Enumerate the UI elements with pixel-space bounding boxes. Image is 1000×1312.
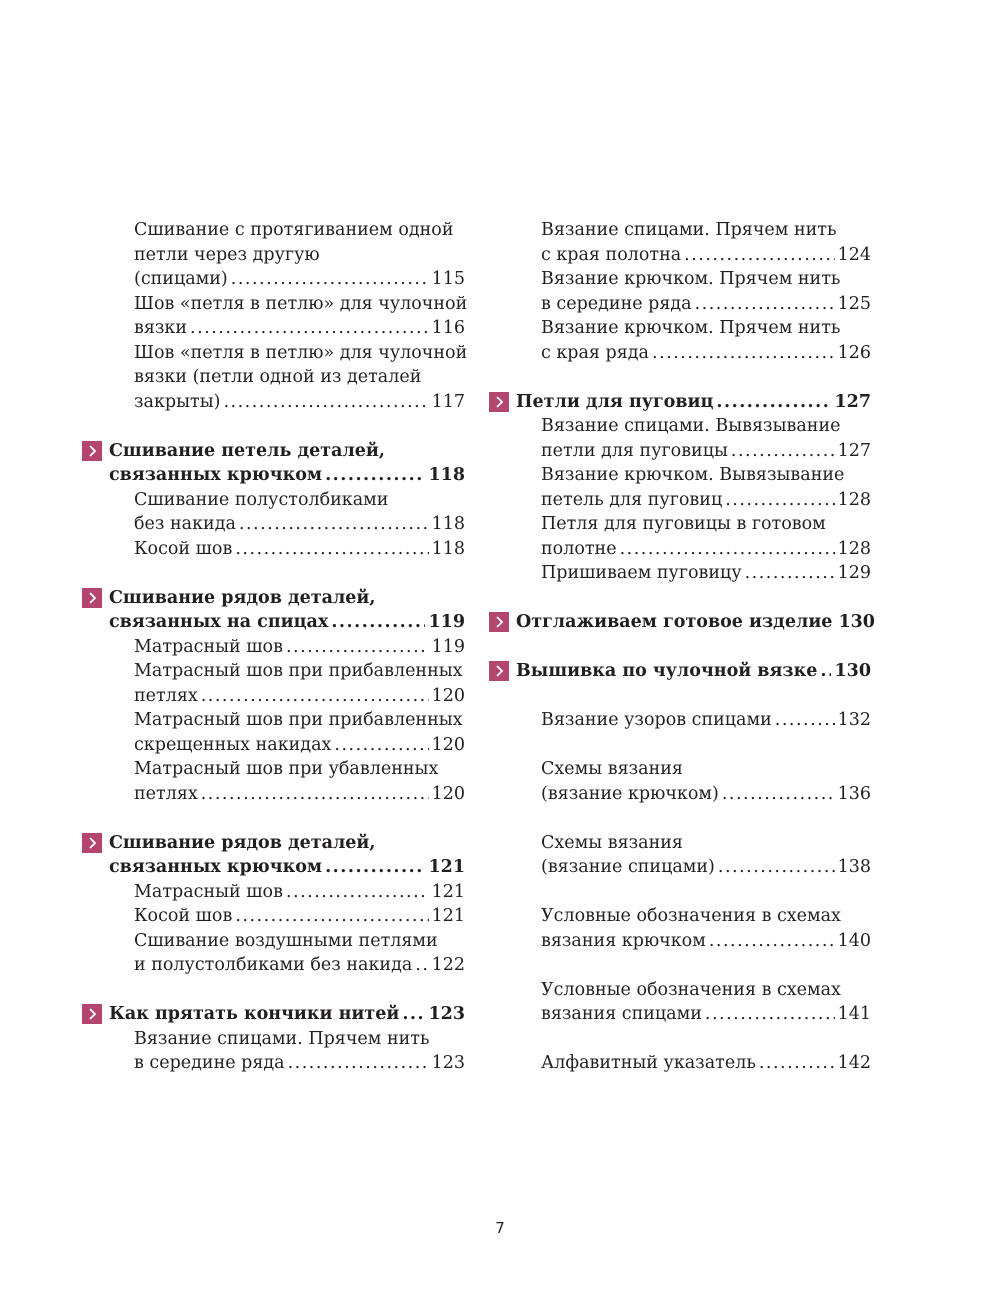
toc-entry-text: Пришиваем пуговицу xyxy=(541,563,742,583)
toc-heading-line[interactable] xyxy=(82,439,465,464)
dot-leader xyxy=(231,267,429,292)
chevron-right-icon xyxy=(489,392,509,412)
toc-heading-line[interactable] xyxy=(489,659,871,684)
toc-entry-line[interactable] xyxy=(82,953,465,978)
toc-entry-line[interactable] xyxy=(489,537,871,562)
toc-entry-line[interactable] xyxy=(82,757,465,782)
toc-entry-line[interactable] xyxy=(82,659,465,684)
toc-page-number: 126 xyxy=(837,342,871,363)
dot-leader xyxy=(415,953,428,978)
toc-page-number: 142 xyxy=(837,1053,871,1073)
dot-leader xyxy=(201,782,429,807)
toc-heading-line[interactable] xyxy=(82,586,465,611)
toc-section xyxy=(82,831,465,978)
toc-page-number: 116 xyxy=(431,318,465,338)
toc-entry-line[interactable] xyxy=(489,929,871,954)
toc-heading-line[interactable] xyxy=(489,390,871,415)
toc-entry-text: в середине ряда xyxy=(134,1053,285,1073)
dot-leader xyxy=(402,1002,425,1027)
dot-leader xyxy=(201,684,429,709)
chevron-right-icon xyxy=(82,588,102,608)
toc-entry-line[interactable] xyxy=(82,267,465,292)
toc-page-number: 141 xyxy=(837,1004,871,1024)
toc-section xyxy=(82,439,465,562)
toc-entry-text: Вязание спицами. Вывязывание xyxy=(541,416,841,436)
toc-entry-text: Вышивка по чулочной вязке xyxy=(516,661,818,681)
chevron-right-icon xyxy=(82,441,102,461)
toc-entry-text: Шов «петля в петлю» для чулочной xyxy=(134,293,468,314)
dot-leader xyxy=(286,635,429,660)
toc-entry-line[interactable] xyxy=(489,855,871,880)
dot-leader xyxy=(239,512,429,537)
toc-page-number: 115 xyxy=(431,269,465,289)
toc-entry-line[interactable] xyxy=(489,904,871,929)
dot-leader xyxy=(223,390,428,415)
toc-entry-line[interactable] xyxy=(82,512,465,537)
toc-entry-text: с края ряда xyxy=(541,342,649,363)
toc-entry-text: в середине ряда xyxy=(541,293,692,314)
toc-entry-text: Вязание крючком. Прячем нить xyxy=(541,269,841,289)
toc-entry-text: вязания спицами xyxy=(541,1004,702,1024)
toc-entry-text: (вязание крючком) xyxy=(541,783,719,804)
toc-entry-text: Матрасный шов при убавленных xyxy=(134,759,439,779)
dot-leader xyxy=(745,561,835,586)
dot-leader xyxy=(325,855,425,880)
toc-left-column xyxy=(82,218,468,1076)
chevron-right-icon xyxy=(489,612,509,632)
dot-leader xyxy=(286,880,429,905)
toc-page-number: 129 xyxy=(837,563,871,583)
toc-entry-text: с края полотна xyxy=(541,244,682,265)
toc-section xyxy=(82,1002,465,1076)
dot-leader xyxy=(725,488,834,513)
toc-entry-text: Вязание крючком. Прячем нить xyxy=(541,318,841,338)
toc-entry-group xyxy=(489,831,871,880)
toc-entry-line[interactable] xyxy=(489,292,871,317)
toc-entry-group xyxy=(489,904,871,953)
page-number: 7 xyxy=(495,1219,505,1237)
dot-leader xyxy=(235,537,428,562)
toc-entry-text: полотне xyxy=(541,538,617,559)
dot-leader xyxy=(190,316,429,341)
toc-entry-line[interactable] xyxy=(82,390,465,415)
chevron-right-icon xyxy=(489,661,509,681)
toc-entry-text: закрыты) xyxy=(134,391,221,412)
toc-entry-text: петли для пуговицы xyxy=(541,440,728,461)
toc-entry-text: петель для пуговиц xyxy=(541,489,723,510)
dot-leader xyxy=(709,929,835,954)
toc-page-number: 122 xyxy=(431,955,465,975)
toc-entry-text: (спицами) xyxy=(134,269,228,289)
dot-leader xyxy=(620,537,835,562)
dot-leader xyxy=(718,855,835,880)
toc-entry-line[interactable] xyxy=(489,414,871,439)
dot-leader xyxy=(652,341,835,366)
toc-page-number: 118 xyxy=(431,538,465,559)
toc-entry-line[interactable] xyxy=(489,341,871,366)
toc-entry-text: Вязание спицами. Прячем нить xyxy=(541,220,837,240)
toc-page-number: 121 xyxy=(428,857,465,877)
toc-entry-text: (вязание спицами) xyxy=(541,857,715,877)
toc-entry-text: Петля для пуговицы в готовом xyxy=(541,514,826,534)
toc-entry-text: петлях xyxy=(134,685,198,706)
dot-leader xyxy=(759,1051,835,1076)
toc-entry-line[interactable] xyxy=(489,1051,871,1076)
toc-entry-text: Схемы вязания xyxy=(541,832,683,853)
dot-leader xyxy=(731,439,835,464)
toc-entry-line[interactable] xyxy=(489,267,871,292)
dot-leader xyxy=(722,782,835,807)
toc-page-number: 130 xyxy=(834,661,871,681)
toc-entry-line[interactable] xyxy=(489,316,871,341)
toc-entry-text: Условные обозначения в схемах xyxy=(541,906,841,926)
toc-entry-text: Матрасный шов xyxy=(134,881,283,902)
toc-heading-line[interactable] xyxy=(489,610,875,635)
toc-right-column xyxy=(489,218,875,1076)
toc-entry-text: Вязание крючком. Вывязывание xyxy=(541,465,845,485)
toc-entry-text: и полустолбиками без накида xyxy=(134,955,413,975)
toc-entry-line[interactable] xyxy=(489,708,871,733)
toc-page-number: 117 xyxy=(431,391,465,412)
dot-leader xyxy=(235,904,428,929)
toc-entry-line[interactable] xyxy=(82,782,465,807)
toc-page-number: 123 xyxy=(428,1004,465,1024)
toc-entry-text: Сшивание рядов деталей, xyxy=(109,832,376,853)
toc-entry-text: связанных крючком xyxy=(109,465,323,485)
toc-entry-text: Сшивание петель деталей, xyxy=(109,440,385,461)
toc-entry-text: без накида xyxy=(134,514,236,534)
toc-page-number: 132 xyxy=(837,710,871,730)
toc-entry-group xyxy=(489,708,871,733)
toc-entry-line[interactable] xyxy=(82,1051,465,1076)
toc-page-number: 125 xyxy=(837,293,871,314)
toc-page-number: 138 xyxy=(837,857,871,877)
toc-entry-text: Вязание спицами. Прячем нить xyxy=(134,1028,430,1049)
toc-entry-text: Сшивание воздушными петлями xyxy=(134,930,438,951)
toc-page-number: 119 xyxy=(428,612,465,632)
toc-entry-line[interactable] xyxy=(82,218,465,243)
dot-leader xyxy=(695,292,835,317)
toc-entry-line[interactable] xyxy=(489,561,871,586)
toc-page-number: 118 xyxy=(431,514,465,534)
toc-entry-line[interactable] xyxy=(489,488,871,513)
toc-entry-line[interactable] xyxy=(82,316,465,341)
toc-entry-line[interactable] xyxy=(82,904,465,929)
toc-entry-text: Косой шов xyxy=(134,538,233,559)
toc-page-number: 119 xyxy=(431,636,465,657)
toc-entry-text: Вязание узоров спицами xyxy=(541,710,772,730)
toc-entry-line[interactable] xyxy=(489,831,871,856)
toc-section xyxy=(489,390,871,586)
toc-page-number: 127 xyxy=(837,440,871,461)
toc-entry-text: петлях xyxy=(134,783,198,804)
toc-entry-text: Петли для пуговиц xyxy=(516,391,714,412)
dot-leader xyxy=(684,243,834,268)
toc-entry-line[interactable] xyxy=(489,243,871,268)
toc-entry-text: вязки (петли одной из деталей xyxy=(134,367,422,387)
dot-leader xyxy=(775,708,835,733)
toc-section xyxy=(489,659,871,684)
toc-entry-text: Сшивание рядов деталей, xyxy=(109,587,376,608)
toc-entry-line[interactable] xyxy=(82,243,465,268)
toc-entry-line[interactable] xyxy=(489,1002,871,1027)
toc-entry-line[interactable] xyxy=(82,537,465,562)
toc-entry-line[interactable] xyxy=(82,684,465,709)
toc-entry-text: Матрасный шов xyxy=(134,636,283,657)
toc-page-number: 123 xyxy=(431,1053,465,1073)
toc-page-number: 130 xyxy=(838,612,875,632)
toc-page-number: 121 xyxy=(431,881,465,902)
toc-entry-text: Сшивание с протягиванием одной xyxy=(134,220,454,240)
toc-entry-group xyxy=(489,218,871,365)
toc-page-number: 120 xyxy=(431,734,465,755)
toc-entry-text: Матрасный шов при прибавленных xyxy=(134,661,463,681)
toc-entry-line[interactable] xyxy=(489,978,871,1003)
dot-leader xyxy=(705,1002,835,1027)
toc-entry-line[interactable] xyxy=(82,488,465,513)
dot-leader xyxy=(325,463,425,488)
toc-entry-text: Схемы вязания xyxy=(541,759,683,779)
toc-entry-group xyxy=(82,218,468,414)
toc-entry-group xyxy=(489,978,871,1027)
toc-page-number: 140 xyxy=(837,930,871,951)
toc-entry-line[interactable] xyxy=(489,463,871,488)
toc-page-number: 120 xyxy=(431,783,465,804)
toc-entry-text: вязания крючком xyxy=(541,930,706,951)
toc-entry-text: Сшивание полустолбиками xyxy=(134,489,389,510)
toc-entry-text: Как прятать кончики нитей xyxy=(109,1004,400,1024)
toc-entry-text: Шов «петля в петлю» для чулочной xyxy=(134,342,468,363)
toc-heading-line[interactable] xyxy=(82,610,465,635)
toc-entry-text: петли через другую xyxy=(134,244,320,265)
toc-entry-text: скрещенных накидах xyxy=(134,734,332,755)
toc-page-number: 136 xyxy=(837,783,871,804)
toc-entry-line[interactable] xyxy=(489,439,871,464)
toc-heading-line[interactable] xyxy=(82,1002,465,1027)
toc-heading-line[interactable] xyxy=(82,463,465,488)
toc-heading-line[interactable] xyxy=(82,855,465,880)
dot-leader xyxy=(288,1051,429,1076)
toc-page-number: 127 xyxy=(834,391,871,412)
toc-entry-line[interactable] xyxy=(82,733,465,758)
toc-entry-line[interactable] xyxy=(82,708,465,733)
toc-entry-line[interactable] xyxy=(82,929,465,954)
dot-leader xyxy=(334,733,428,758)
toc-section xyxy=(82,586,465,807)
dot-leader xyxy=(716,390,831,415)
toc-entry-group xyxy=(489,1051,871,1076)
toc-entry-text: связанных крючком xyxy=(109,857,323,877)
toc-entry-text: Матрасный шов при прибавленных xyxy=(134,710,463,730)
toc-entry-group xyxy=(489,757,871,806)
toc-entry-line[interactable] xyxy=(82,292,468,317)
toc-entry-text: Условные обозначения в схемах xyxy=(541,979,841,1000)
toc-page-number: 124 xyxy=(837,244,871,265)
toc-entry-line[interactable] xyxy=(489,218,871,243)
toc-entry-text: Отглаживаем готовое изделие xyxy=(516,612,833,632)
toc-page-number: 120 xyxy=(431,685,465,706)
toc-entry-text: вязки xyxy=(134,318,188,338)
toc-entry-line[interactable] xyxy=(489,757,871,782)
toc-entry-line[interactable] xyxy=(82,1027,465,1052)
toc-section xyxy=(489,610,875,635)
toc-entry-line[interactable] xyxy=(82,880,465,905)
toc-heading-line[interactable] xyxy=(82,831,465,856)
toc-entry-line[interactable] xyxy=(82,365,465,390)
toc-page-number: 118 xyxy=(428,465,465,485)
chevron-right-icon xyxy=(82,833,102,853)
dot-leader xyxy=(820,659,831,684)
toc-entry-text: связанных на спицах xyxy=(109,612,329,632)
toc-page-number: 128 xyxy=(837,538,871,559)
toc-entry-line[interactable] xyxy=(82,341,468,366)
toc-entry-line[interactable] xyxy=(82,635,465,660)
toc-entry-line[interactable] xyxy=(489,512,871,537)
toc-entry-text: Косой шов xyxy=(134,906,233,926)
toc-page-number: 128 xyxy=(837,489,871,510)
dot-leader xyxy=(331,610,425,635)
toc-entry-text: Алфавитный указатель xyxy=(541,1053,756,1073)
chevron-right-icon xyxy=(82,1004,102,1024)
toc-page-number: 121 xyxy=(431,906,465,926)
toc-entry-line[interactable] xyxy=(489,782,871,807)
